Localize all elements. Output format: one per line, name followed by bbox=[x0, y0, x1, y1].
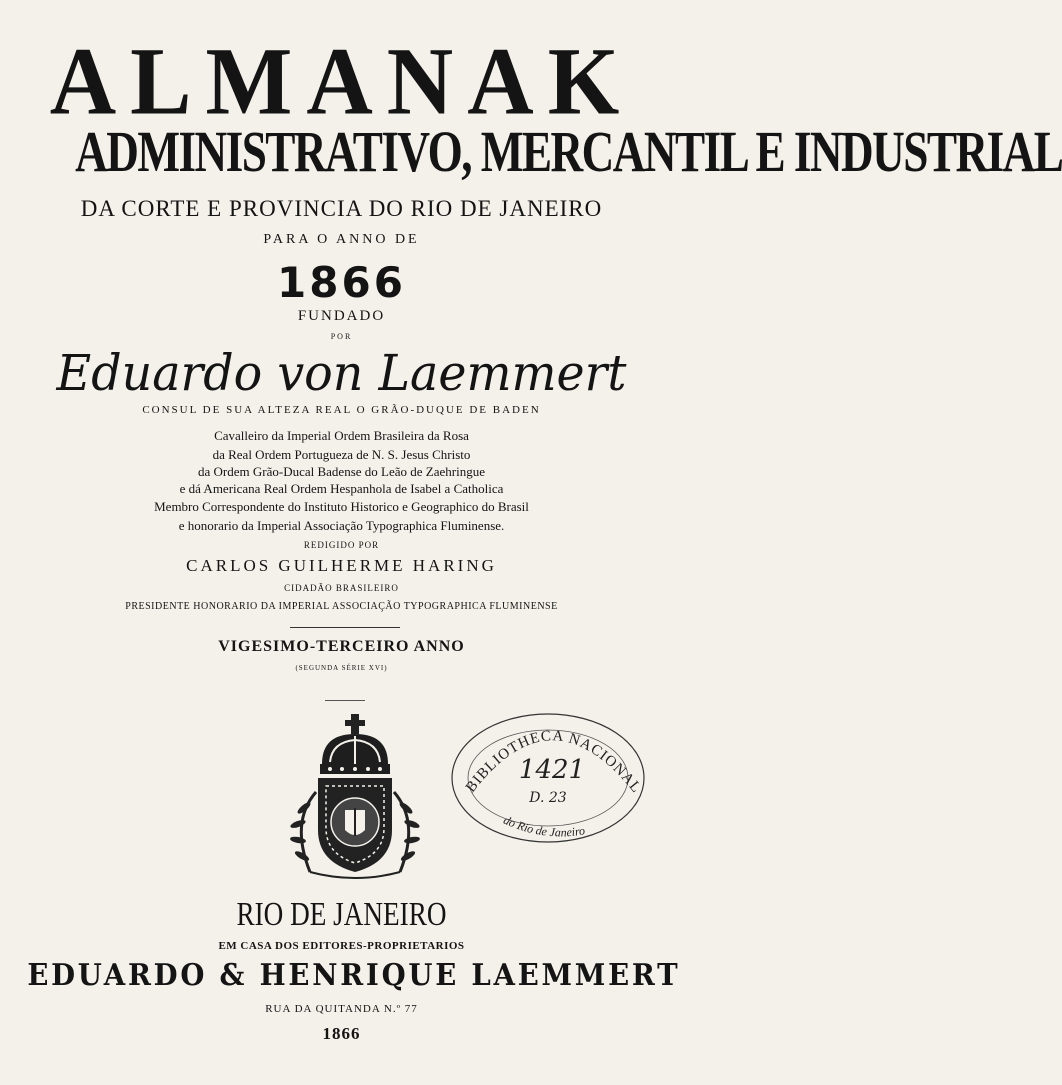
divider-rule bbox=[290, 627, 400, 628]
series-text: (SEGUNDA SÉRIE XVI) bbox=[295, 664, 388, 672]
editor-name: CARLOS GUILHERME HARING bbox=[186, 556, 497, 575]
city-heading: RIO DE JANEIRO bbox=[236, 896, 447, 933]
stamp-sub: D. 23 bbox=[529, 790, 567, 806]
author-signature: Eduardo von Laemmert bbox=[56, 344, 627, 402]
edition-text: VIGESIMO-TERCEIRO ANNO bbox=[218, 638, 465, 655]
honour-line: Membro Correspondente do Instituto Historico e Geographico do Brasil bbox=[154, 499, 529, 514]
almanak-subtitle: ADMINISTRATIVO, MERCANTIL E INDUSTRIAL bbox=[75, 119, 1062, 184]
por-text: POR bbox=[330, 332, 353, 341]
stamp-number: 1421 bbox=[518, 755, 586, 785]
year-heading: 1866 bbox=[277, 258, 406, 307]
stamp-arc-text: BIBLIOTHECA NACIONAL bbox=[462, 728, 645, 797]
cidadao-text: CIDADÃO BRASILEIRO bbox=[284, 583, 399, 593]
divider-rule-small bbox=[325, 700, 365, 701]
presidente-line: PRESIDENTE HONORARIO DA IMPERIAL ASSOCIAÇÃO TYPOGRAPHICA FLUMINENSE bbox=[125, 601, 558, 612]
honour-line: e dá Americana Real Ordem Hespanhola de Isabel a Catholica bbox=[179, 481, 504, 496]
redigido-text: REDIGIDO POR bbox=[303, 540, 380, 550]
para-anno-text: PARA O ANNO DE bbox=[263, 232, 420, 247]
imprint-year: 1866 bbox=[322, 1024, 361, 1043]
publishers-heading: EDUARDO & HENRIQUE LAEMMERT bbox=[27, 958, 681, 993]
library-stamp bbox=[448, 708, 648, 846]
honour-line: Cavalleiro da Imperial Ordem Brasileira da Rosa bbox=[214, 428, 469, 443]
fundado-text: FUNDADO bbox=[297, 308, 386, 324]
place-title: DA CORTE E PROVINCIA DO RIO DE JANEIRO bbox=[80, 196, 603, 221]
honour-line: da Real Ordem Portugueza de N. S. Jesus Christo bbox=[212, 447, 471, 462]
honour-line: da Ordem Grão-Ducal Badense do Leão de Zaehringue bbox=[198, 464, 485, 479]
consul-line: CONSUL DE SUA ALTEZA REAL O GRÃO-DUQUE DE BADEN bbox=[142, 404, 541, 416]
almanak-title: ALMANAK bbox=[49, 27, 634, 135]
svg-text:do Rio de Janeiro bbox=[501, 813, 586, 840]
casa-text: EM CASA DOS EDITORES-PROPRIETARIOS bbox=[218, 940, 465, 952]
imperial-coat-of-arms-icon bbox=[270, 712, 440, 882]
honour-line: e honorario da Imperial Associação Typographica Fluminense. bbox=[178, 518, 505, 533]
stamp-place-text: do Rio de Janeiro bbox=[501, 812, 586, 840]
address-text: RUA DA QUITANDA N.º 77 bbox=[265, 1003, 418, 1015]
